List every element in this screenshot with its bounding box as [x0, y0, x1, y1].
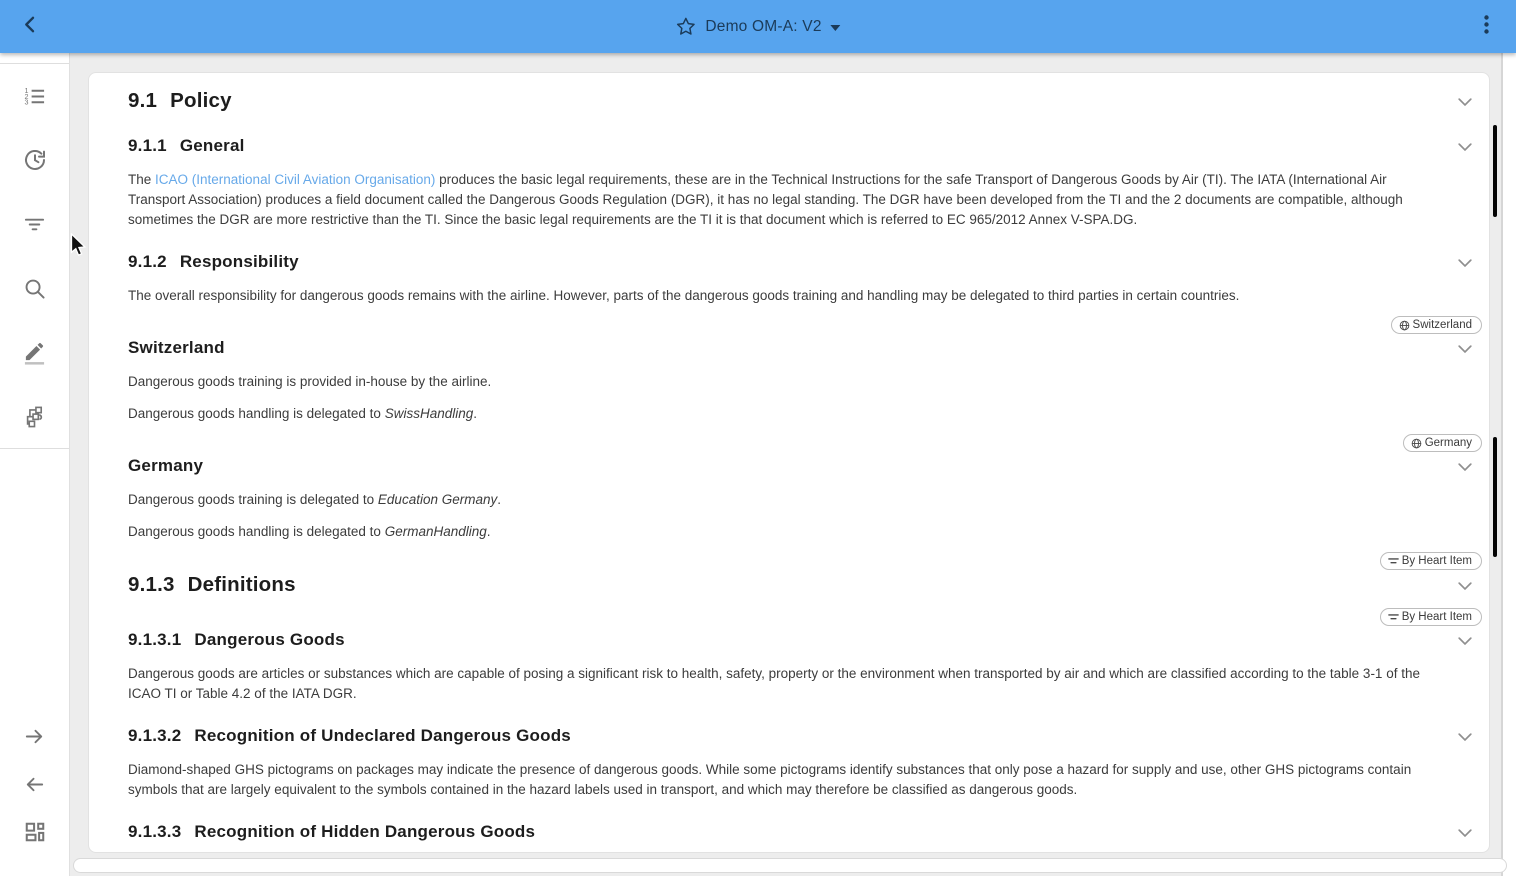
tag-row: [128, 434, 1482, 452]
section-heading[interactable]: [128, 134, 1439, 158]
content-panel: [70, 53, 1516, 876]
chevron-down-icon[interactable]: [1455, 460, 1475, 474]
sidebar-button-search[interactable]: [0, 256, 69, 320]
search-icon: [23, 277, 46, 300]
sidebar-button-forward[interactable]: [0, 712, 69, 760]
paragraph: [128, 522, 1439, 542]
sidebar-button-edit[interactable]: [0, 320, 69, 384]
section-heading[interactable]: [128, 820, 1439, 844]
tag-pill[interactable]: [1391, 316, 1482, 334]
emphasized-text: SwissHandling: [384, 406, 474, 421]
section-heading[interactable]: [128, 336, 1439, 360]
vertical-scrollbar[interactable]: [1501, 53, 1516, 876]
section-title: Responsibility: [179, 252, 299, 271]
sidebar-button-dashboard[interactable]: [0, 808, 69, 856]
section-heading[interactable]: [128, 724, 1439, 748]
tag-pill[interactable]: [1380, 608, 1482, 626]
sidebar-button-toc[interactable]: [0, 64, 69, 128]
caret-down-icon[interactable]: [831, 25, 841, 31]
tag-row: [128, 608, 1482, 626]
tag-pill[interactable]: [1380, 552, 1482, 570]
document-title-group[interactable]: [675, 16, 840, 37]
body-text: The: [128, 172, 156, 187]
chevron-down-icon[interactable]: [1455, 730, 1475, 744]
body-text: The overall responsibility for dangerous goods remains with the airline. However, parts of the dangerous goods training and handling may be delegated to third parties in certain countries.: [128, 288, 1240, 303]
emphasized-text: Education Germany: [377, 492, 498, 507]
dashboard-icon: [24, 821, 46, 843]
body-text: Dangerous goods training is delegated to: [128, 492, 378, 507]
tag-label: By Heart Item: [1401, 555, 1472, 567]
chevron-down-icon[interactable]: [1455, 579, 1475, 593]
body-text: Dangerous goods training is provided in-house by the airline.: [128, 374, 492, 389]
chevron-left-icon: [24, 16, 35, 38]
tag-pill[interactable]: [1403, 434, 1482, 452]
section-heading[interactable]: [128, 454, 1439, 478]
toolbar-top-group: [0, 63, 69, 449]
paragraph: [128, 286, 1439, 306]
sidebar-button-backward[interactable]: [0, 760, 69, 808]
app-bar: [0, 0, 1516, 53]
revision-change-bar: [1493, 437, 1497, 557]
body-text: .: [473, 406, 478, 421]
tag-row: [128, 316, 1482, 334]
chevron-down-icon[interactable]: [1455, 826, 1475, 840]
section-title: Recognition of Hidden Dangerous Goods: [194, 822, 536, 841]
tag-label: By Heart Item: [1401, 611, 1472, 623]
document-sections: [89, 73, 1489, 844]
numbered-list-icon: [23, 85, 46, 108]
revision-change-bar: [1493, 125, 1497, 217]
filter-icon: [23, 213, 46, 236]
paragraph: [128, 170, 1439, 230]
paragraph: [128, 664, 1439, 704]
tag-label: Germany: [1424, 437, 1472, 449]
globe-icon: [1411, 438, 1422, 449]
body-text: Dangerous goods handling is delegated to: [128, 406, 385, 421]
section-heading[interactable]: [128, 250, 1439, 274]
section-number: 9.1: [128, 89, 158, 112]
paragraph: [128, 490, 1439, 510]
svg-text:3: 3: [24, 98, 29, 107]
section-heading[interactable]: [128, 628, 1439, 652]
section-heading[interactable]: [128, 572, 1439, 598]
workflow-icon: [23, 405, 46, 428]
left-toolbar: [0, 53, 70, 876]
paragraph: [128, 372, 1439, 392]
sidebar-button-workflow[interactable]: [0, 384, 69, 448]
section-title: Switzerland: [128, 338, 225, 357]
section-number: 9.1.3.3: [128, 822, 182, 841]
body-text: Dangerous goods are articles or substances which are capable of posing a significant risk to health, safety, property or the environment when transported by air and which are classified according to the table 3-1 of the ICAO TI or Table 4.2 of the IATA DGR.: [128, 666, 1420, 701]
kebab-menu-button[interactable]: [1472, 0, 1500, 53]
body-text: Dangerous goods handling is delegated to: [128, 524, 385, 539]
filter-lines-icon: [1388, 613, 1399, 621]
edit-icon: [23, 340, 46, 365]
section-title: Germany: [128, 456, 204, 475]
toolbar-bottom-group: [0, 712, 69, 856]
section-number: 9.1.3: [128, 573, 175, 596]
section-title: General: [179, 136, 245, 155]
back-button[interactable]: [0, 0, 58, 53]
svg-text:1: 1: [24, 86, 29, 95]
paragraph: [128, 760, 1439, 800]
body-text: .: [486, 524, 491, 539]
document-card: [88, 72, 1490, 853]
chevron-down-icon[interactable]: [1455, 342, 1475, 356]
body-text: .: [497, 492, 501, 507]
section-heading[interactable]: [128, 88, 1439, 114]
section-number: 9.1.2: [128, 252, 167, 271]
sidebar-button-filter[interactable]: [0, 192, 69, 256]
section-title: Definitions: [187, 573, 296, 596]
section-title: Policy: [170, 89, 232, 112]
tag-label: Switzerland: [1412, 319, 1472, 331]
section-number: 9.1.1: [128, 136, 167, 155]
kebab-menu-icon: [1484, 15, 1489, 39]
globe-icon: [1399, 320, 1410, 331]
horizontal-scrollbar[interactable]: [73, 858, 1507, 873]
star-outline-icon[interactable]: [675, 16, 696, 37]
page-title[interactable]: Demo OM-A: V2: [705, 17, 822, 35]
body-text: produces the basic legal requirements, these are in the Technical Instructions for the safe Transport of Dangerous Goods by Air (TI). The IATA (International Air Transport Association) produces a field document called the Dangerous Goods Regulation (DGR), it has no legal standing. The DGR have been developed from the TI and the 2 documents are compatible, although sometimes the DGR are more restrictive than the TI. Since the basic legal requirements are the TI it is that document which is referred to EC 965/2012 Annex V-SPA.DG.: [128, 172, 1403, 227]
chevron-down-icon[interactable]: [1455, 634, 1475, 648]
section-title: Recognition of Undeclared Dangerous Goods: [194, 726, 571, 745]
body-text: Diamond-shaped GHS pictograms on packages may indicate the presence of dangerous goods. While some pictograms identify substances that only pose a hazard for supply and use, other GHS pictograms contain symbols that are largely equivalent to the symbols contained in the hazard labels used in transport, and which may therefore be classified as dangerous goods.: [128, 762, 1412, 797]
history-icon: [23, 148, 47, 172]
text-link[interactable]: ICAO (International Civil Aviation Organisation): [155, 172, 436, 187]
arrow-right-icon: [23, 725, 46, 748]
sidebar-button-history[interactable]: [0, 128, 69, 192]
chevron-down-icon[interactable]: [1455, 256, 1475, 270]
section-number: 9.1.3.2: [128, 726, 182, 745]
svg-text:2: 2: [24, 92, 29, 101]
section-title: Dangerous Goods: [194, 630, 345, 649]
emphasized-text: GermanHandling: [384, 524, 487, 539]
paragraph: [128, 404, 1439, 424]
filter-lines-icon: [1388, 557, 1399, 565]
chevron-down-icon[interactable]: [1455, 95, 1475, 109]
section-number: 9.1.3.1: [128, 630, 182, 649]
chevron-down-icon[interactable]: [1455, 140, 1475, 154]
tag-row: [128, 552, 1482, 570]
arrow-left-icon: [23, 773, 46, 796]
